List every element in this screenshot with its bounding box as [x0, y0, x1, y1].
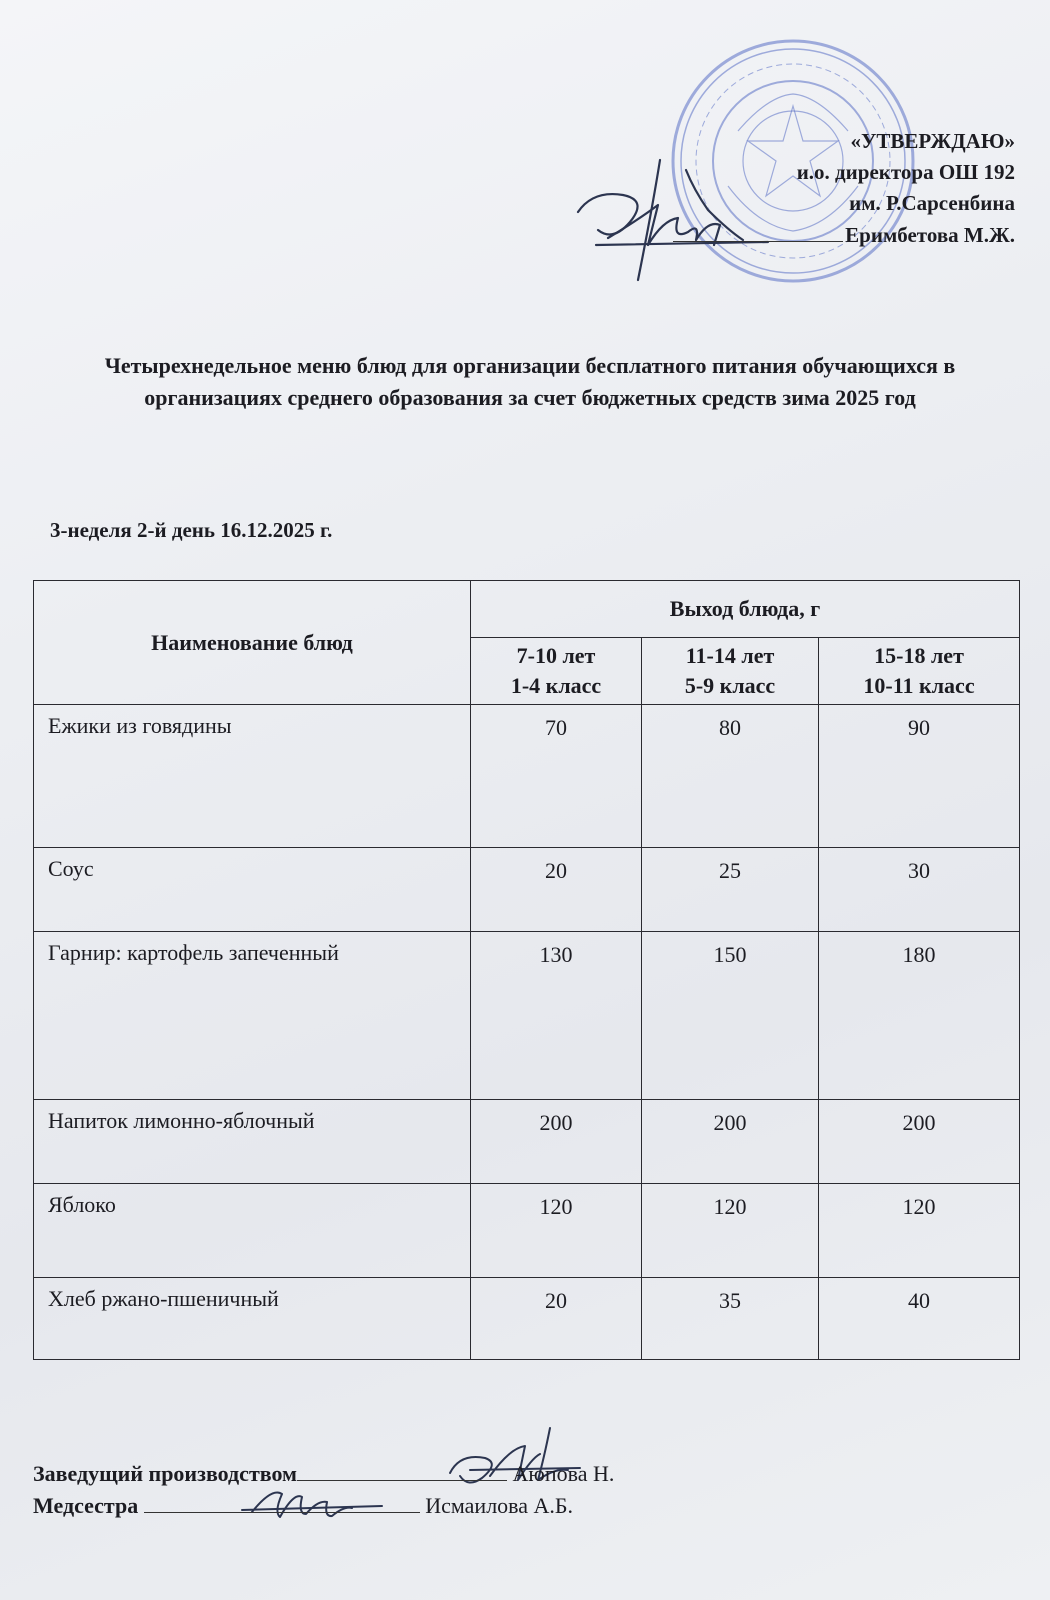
document-title: Четырехнедельное меню блюд для организации бесплатного питания обучающихся в организациях среднего образования за счет бюджетных средств зима 2025 год: [104, 353, 956, 410]
yield-value: 120: [642, 1184, 819, 1278]
table-row: [34, 705, 1020, 848]
header-age-group: [642, 638, 819, 705]
table-row: [34, 1278, 1020, 1360]
yield-value: 200: [642, 1100, 819, 1184]
role-label: Медсестра: [33, 1493, 139, 1518]
role-label: Заведущий производством: [33, 1461, 298, 1486]
signature-line: [144, 1490, 420, 1513]
week-day-date: 3-неделя 2-й день 16.12.2025 г.: [50, 518, 333, 542]
grade-range: 5-9 класс: [684, 673, 776, 698]
yield-value: 200: [819, 1100, 1020, 1184]
yield-value: 200: [471, 1100, 642, 1184]
signature-row: [33, 1458, 614, 1490]
person-name: Исмаилова А.Б.: [425, 1493, 574, 1518]
grade-range: 10-11 класс: [863, 673, 975, 698]
yield-value: 90: [819, 705, 1020, 848]
age-range: 7-10 лет: [516, 643, 596, 668]
yield-value: 130: [471, 932, 642, 1100]
dish-name: Напиток лимонно-яблочный: [34, 1100, 471, 1184]
dish-name: Гарнир: картофель запеченный: [34, 932, 471, 1100]
approval-heading: «УТВЕРЖДАЮ»: [850, 129, 1015, 153]
approval-position: и.о. директора ОШ 192: [796, 160, 1015, 184]
yield-value: 120: [471, 1184, 642, 1278]
header-dish-name: Наименование блюд: [34, 581, 471, 705]
header-age-group: [471, 638, 642, 705]
yield-value: 120: [819, 1184, 1020, 1278]
approval-name: Еримбетова М.Ж.: [845, 223, 1015, 247]
yield-value: 35: [642, 1278, 819, 1360]
yield-value: 70: [471, 705, 642, 848]
signature-line: [297, 1458, 507, 1481]
signature-row: [33, 1490, 614, 1522]
menu-table: [33, 580, 1020, 1360]
yield-value: 150: [642, 932, 819, 1100]
table-row: [34, 848, 1020, 932]
approval-block: [673, 126, 1015, 251]
person-name: Аюпова Н.: [512, 1461, 615, 1486]
dish-name: Ежики из говядины: [34, 705, 471, 848]
table-row: [34, 1184, 1020, 1278]
yield-value: 40: [819, 1278, 1020, 1360]
age-range: 11-14 лет: [685, 643, 775, 668]
header-yield: Выход блюда, г: [471, 581, 1020, 638]
grade-range: 1-4 класс: [510, 673, 602, 698]
signatures-block: [33, 1458, 614, 1522]
yield-value: 80: [642, 705, 819, 848]
header-age-group: [819, 638, 1020, 705]
yield-value: 30: [819, 848, 1020, 932]
approval-name-line: [673, 219, 1015, 251]
yield-value: 25: [642, 848, 819, 932]
dish-name: Хлеб ржано-пшеничный: [34, 1278, 471, 1360]
table-row: [34, 1100, 1020, 1184]
yield-value: 20: [471, 848, 642, 932]
yield-value: 180: [819, 932, 1020, 1100]
table-row: [34, 932, 1020, 1100]
signature-line: [673, 219, 843, 242]
approval-school: им. Р.Сарсенбина: [849, 191, 1015, 215]
yield-value: 20: [471, 1278, 642, 1360]
dish-name: Яблоко: [34, 1184, 471, 1278]
age-range: 15-18 лет: [874, 643, 964, 668]
dish-name: Соус: [34, 848, 471, 932]
